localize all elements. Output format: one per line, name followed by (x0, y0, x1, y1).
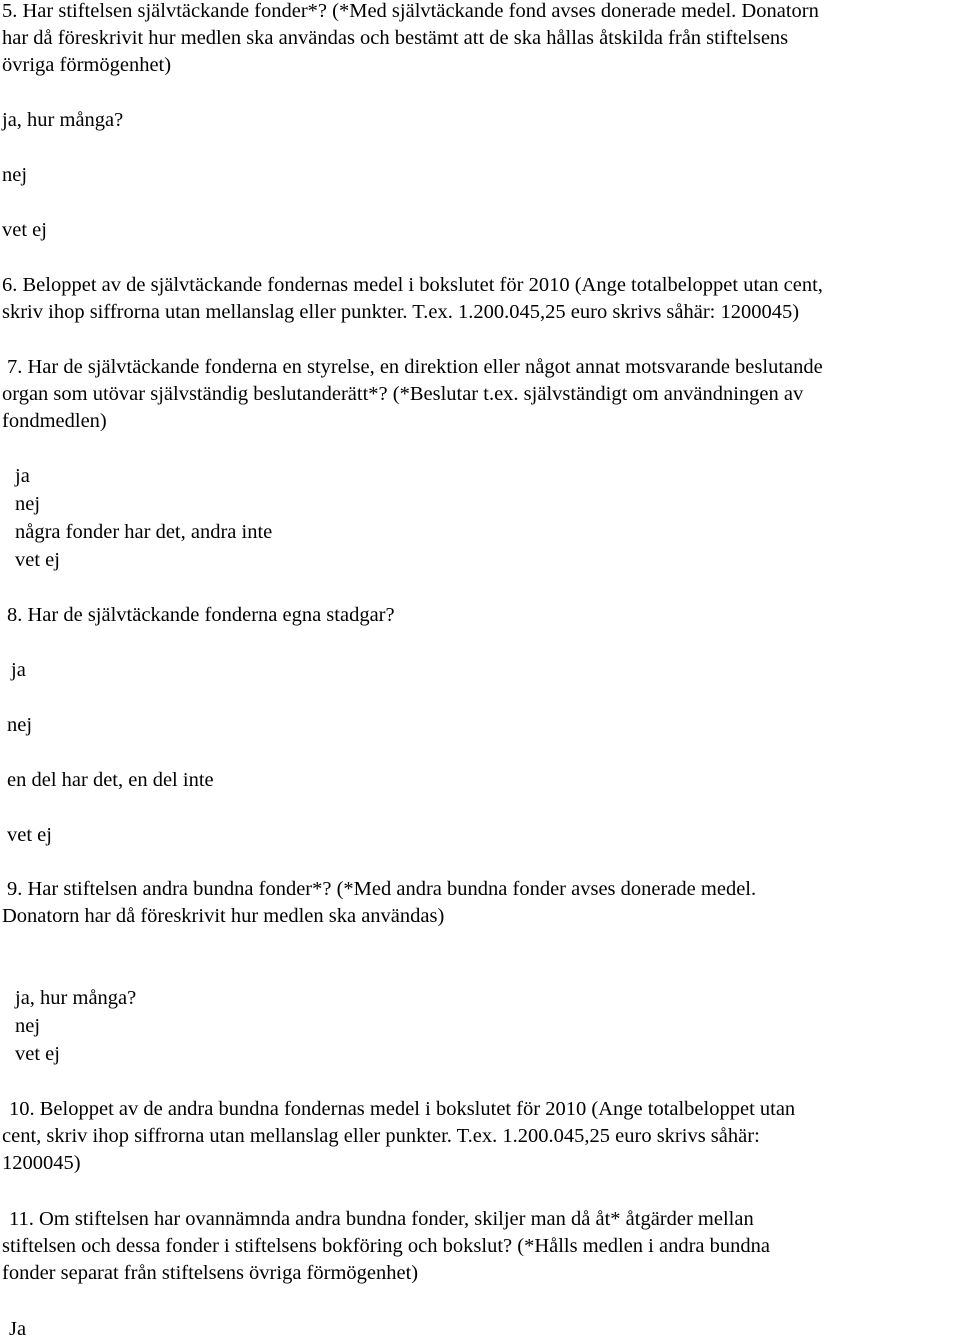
q8-text-line-1: 8. Har de självtäckande fonderna egna stadgar? (7, 604, 395, 626)
q8-option-nej[interactable]: nej (7, 714, 33, 736)
q11-text-line-2: stiftelsen och dessa fonder i stiftelsens bokföring och bokslut? (*Hålls medlen i andra bundna (2, 1235, 770, 1257)
q10-text-line-3: 1200045) (2, 1152, 81, 1174)
q6-text-line-1: 6. Beloppet av de självtäckande fondernas medel i bokslutet för 2010 (Ange totalbeloppet utan cent, (2, 274, 823, 296)
q11-text-line-1: 11. Om stiftelsen har ovannämnda andra bundna fonder, skiljer man då åt* åtgärder mellan (9, 1208, 754, 1230)
q9-option-nej[interactable]: nej (15, 1015, 41, 1037)
q9-option-vet-ej[interactable]: vet ej (15, 1043, 60, 1065)
q9-option-ja-hur-manga[interactable]: ja, hur många? (15, 987, 137, 1009)
q5-text-line-3: övriga förmögenhet) (2, 54, 172, 76)
q5-option-nej[interactable]: nej (2, 164, 28, 186)
q7-option-nagra-fonder[interactable]: några fonder har det, andra inte (15, 521, 273, 543)
q7-option-nej[interactable]: nej (15, 493, 41, 515)
q7-text-line-1: 7. Har de självtäckande fonderna en styrelse, en direktion eller något annat motsvarande beslutande (7, 356, 823, 378)
q8-option-ja[interactable]: ja (11, 659, 26, 681)
q8-option-vet-ej[interactable]: vet ej (7, 824, 52, 846)
q5-option-vet-ej[interactable]: vet ej (2, 219, 47, 241)
q7-text-line-3: fondmedlen) (2, 410, 107, 432)
q5-option-ja-hur-manga[interactable]: ja, hur många? (2, 109, 124, 131)
q7-option-vet-ej[interactable]: vet ej (15, 549, 60, 571)
q11-option-ja[interactable]: Ja (9, 1318, 27, 1340)
q5-text-line-1: 5. Har stiftelsen självtäckande fonder*? (*Med självtäckande fond avses donerade medel. Donatorn (2, 0, 819, 22)
q11-text-line-3: fonder separat från stiftelsens övriga förmögenhet) (2, 1262, 419, 1284)
q7-option-ja[interactable]: ja (15, 465, 30, 487)
q10-text-line-2: cent, skriv ihop siffrorna utan mellanslag eller punkter. T.ex. 1.200.045,25 euro skrivs såhär: (2, 1125, 760, 1147)
q9-text-line-1: 9. Har stiftelsen andra bundna fonder*? (*Med andra bundna fonder avses donerade medel. (7, 878, 757, 900)
q5-text-line-2: har då föreskrivit hur medlen ska användas och bestämt att de ska hållas åtskilda från stiftelsens (2, 27, 789, 49)
q7-text-line-2: organ som utövar självständig beslutanderätt*? (*Beslutar t.ex. självständigt om användningen av (2, 383, 804, 405)
q8-option-en-del[interactable]: en del har det, en del inte (7, 769, 214, 791)
q6-text-line-2: skriv ihop siffrorna utan mellanslag eller punkter. T.ex. 1.200.045,25 euro skrivs såhär: 1200045) (2, 301, 800, 323)
q10-text-line-1: 10. Beloppet av de andra bundna fondernas medel i bokslutet för 2010 (Ange totalbeloppet utan (9, 1098, 796, 1120)
q9-text-line-2: Donatorn har då föreskrivit hur medlen ska användas) (2, 905, 445, 927)
